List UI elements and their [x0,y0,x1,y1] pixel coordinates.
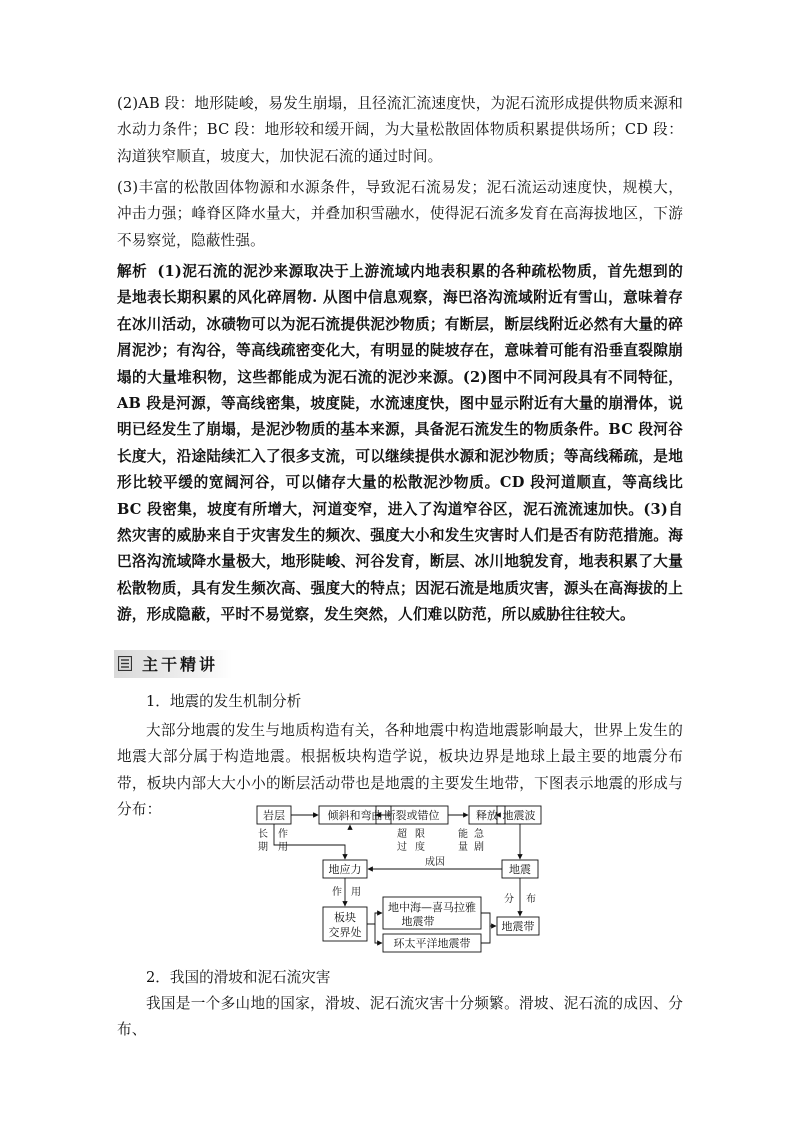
text-bankuai-1: 板块 [334,911,356,924]
section-header [114,650,232,678]
text-diyingli: 地应力 [328,863,362,876]
text-dizhenbo: 地震波 [502,809,536,822]
label-zuo-h: 作 [332,887,342,898]
label-ju: 剧 [474,842,484,853]
label-qi: 期 [258,842,268,853]
text-huantai: 环太平洋地震带 [393,937,471,950]
answer-part-3: (3)丰富的松散固体物源和水源条件，导致泥石流易发；泥石流运动速度快，规模大，冲击力强；峰脊区降水量大，并叠加积雪融水，使得泥石流多发育在高海拔地区，下游不易察觉，隐蔽性强。 [117,179,683,249]
label-yong-h: 用 [351,887,361,898]
label-neng: 能 [458,829,468,840]
subsection-text-1: 大部分地震的发生与地质构造有关，各种地震中构造地震影响最大，世界上发生的地震大部分属于构造地震。根据板块构造学说，板块边界是地球上最主要的地震分布带，板块内部大大小小的断层活动带也是地震的主要发生地带，下图表示地震的形成与分布： [117,722,683,819]
label-yong-v: 用 [278,842,288,853]
subsection-heading-2: 2．我国的滑坡和泥石流灾害 [146,969,331,986]
text-shifang: 释放 [476,809,498,822]
label-liang: 量 [458,842,468,853]
text-bankuai-2: 交界处 [328,926,362,939]
subsection-heading-1: 1．地震的发生机制分析 [146,693,302,710]
label-chao: 超 [397,829,407,840]
label-du: 度 [415,842,425,853]
label-zuo-v: 作 [278,829,288,840]
earthquake-mechanism-diagram [250,803,550,958]
label-guo: 过 [397,842,407,853]
analysis-text: (1)泥石流的泥沙来源取决于上游流域内地表积累的各种疏松物质，首先想到的是地表长期积累的风化碎屑物. 从图中信息观察，海巴洛沟流域附近有雪山，意味着存在冰川活动，冰碛物可以为泥石流提供泥沙物质；有断层，断层线附近必然有大量的碎屑泥沙；有沟谷，等高线疏密变化大，有明显的陡坡存在，意味着可能有沿垂直裂隙崩塌的大量堆积物，这些都能成为泥石流的泥沙来源。(2)图中不同河段具有不同特征，AB 段是河源，等高线密集，坡度陡，水流速度快，图中显示附近有大量的崩滑体，说明已经发生了崩塌，是泥沙物质的基本来源，具备泥石流发生的物质条件。BC 段河谷长度大，沿途陆续汇入了很多支流，可以继续提供水源和泥沙物质；等高线稀疏，是地形比较平缓的宽阔河谷，可以储存大量的松散泥沙物质。CD 段河道顺直，等高线比 BC 段密集，坡度有所增大，河道变窄，进入了沟道窄谷区，泥石流流速加快。(3)自然灾害的威胁来自于灾害发生的频次、强度大小和发生灾害时人们是否有防范措施。海巴洛沟流域降水量极大，地形陡峻、河谷发育，断层、冰川地貌发育，地表积累了大量松散物质，具有发生频次高、强度大的特点；因泥石流是地质灾害，源头在高海拔的上游，形成隐蔽，平时不易觉察，发生突然，人们难以防范，所以威胁往往较大。 [117,263,683,624]
label-bu: 布 [526,894,536,905]
label-fen: 分 [504,894,514,905]
document-list-icon [118,656,132,671]
subsection-text-2: 我国是一个多山地的国家，滑坡、泥石流灾害十分频繁。滑坡、泥石流的成因、分布、 [117,995,683,1039]
answer-part-2: (2)AB 段：地形陡峻，易发生崩塌，且径流汇流速度快，为泥石流形成提供物质来源和水动力条件；BC 段：地形较和缓开阔，为大量松散固体物质积累提供场所；CD 段：沟道狭窄顺直，坡度大，加快泥石流的通过时间。 [117,95,683,165]
text-dizhen: 地震 [509,863,531,876]
text-yanceng: 岩层 [263,809,285,822]
text-dizhendai: 地震带 [501,920,535,933]
text-qingxie: 倾斜和弯曲 [327,809,383,822]
analysis-paragraph [117,259,683,629]
label-chengyin: 成因 [425,857,445,868]
text-dzh-xm-2: 地震带 [401,915,435,928]
analysis-label: 解析 [117,263,148,280]
label-ji: 急 [474,829,484,840]
section-title: 主干精讲 [142,655,219,674]
text-dzh-xm-1: 地中海—喜马拉雅 [388,901,476,914]
text-duanlie: 断裂或错位 [384,809,440,822]
label-xian: 限 [415,829,425,840]
label-chang: 长 [258,829,268,840]
